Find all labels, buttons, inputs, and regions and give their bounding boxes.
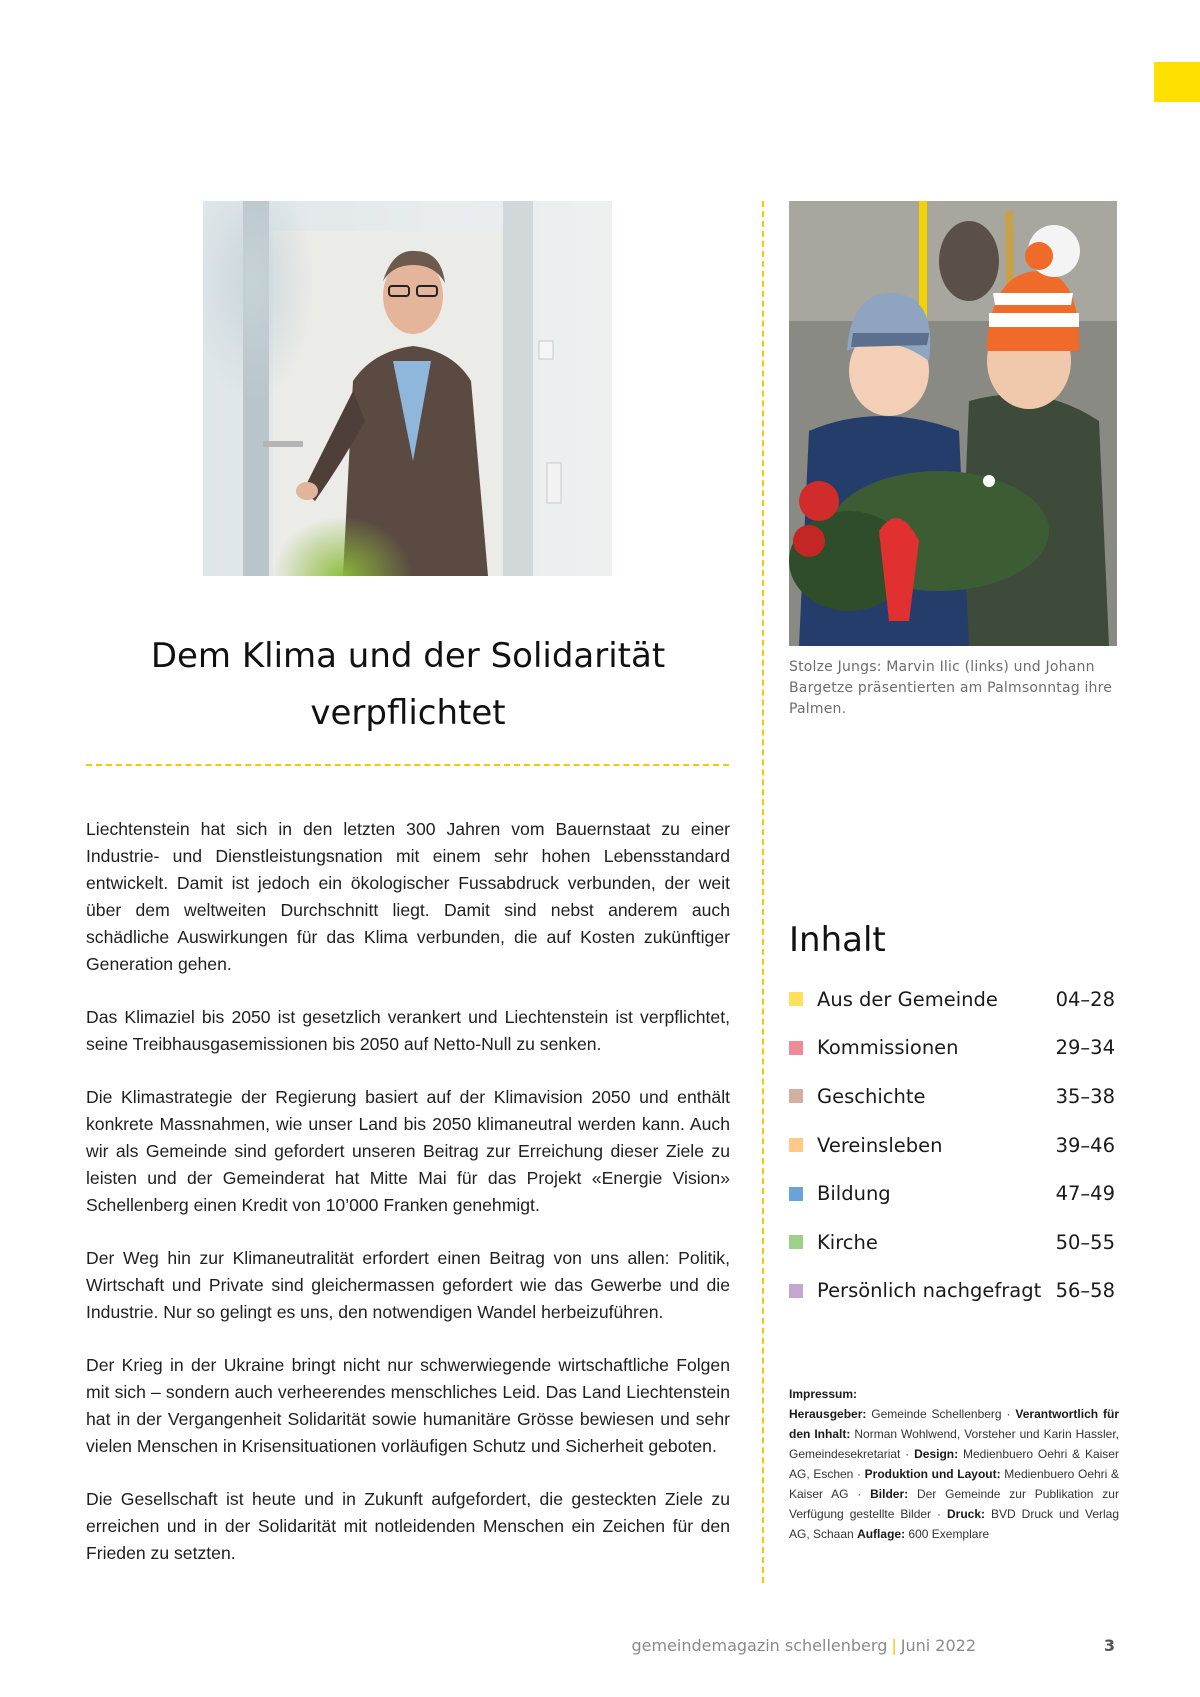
toc-item-vereinsleben[interactable]	[789, 1121, 1115, 1170]
corner-color-tab	[1154, 62, 1200, 102]
article-paragraph: Das Klimaziel bis 2050 ist gesetzlich verankert und Liechtenstein ist verpflichtet, seine Treibhausgasemissionen bis 2050 auf Netto-Null zu senken.	[86, 1007, 730, 1054]
toc-list	[789, 975, 1115, 1315]
impressum-separator: ·	[857, 1487, 862, 1501]
impressum-separator: ·	[1006, 1407, 1011, 1421]
headline-line-2: verpflichtet	[310, 693, 506, 733]
toc-color-swatch	[789, 1138, 803, 1152]
toc-item-kommissionen[interactable]	[789, 1024, 1115, 1073]
toc-color-swatch	[789, 1187, 803, 1201]
impressum-value: Medienbuero Oehri & Kaiser AG	[789, 1467, 1119, 1501]
toc-item-persoenlich-nachgefragt[interactable]	[789, 1267, 1115, 1316]
toc-item-pages: 29–34	[1055, 1036, 1115, 1060]
impressum-label: Verantwortlich für den Inhalt:	[789, 1407, 1119, 1441]
toc-title: Inhalt	[789, 920, 886, 960]
article-paragraph: Liechtenstein hat sich in den letzten 300 Jahren vom Bauernstaat zu einer Industrie- und Dienstleistungsnation mit einem sehr hohen Lebensstandard entwickelt. Damit ist jedoch ein ökologischer Fussabdruck verbunden, der weit über dem weltweiten Durchschnitt liegt. Damit sind nebst anderem auch schädliche Auswirkungen für das Klima verbunden, die auf Kosten zukünftiger Generation gehen.	[86, 819, 730, 974]
toc-item-pages: 50–55	[1055, 1230, 1115, 1254]
article-paragraph: Die Gesellschaft ist heute und in Zukunft aufgefordert, die gesteckten Ziele zu erreichen und in der Solidarität mit notleidenden Menschen ein Zeichen für den Frieden zu setzten.	[86, 1489, 730, 1563]
toc-item-pages: 35–38	[1055, 1084, 1115, 1108]
mayor-portrait-photo	[203, 201, 612, 576]
footer-magazine-name: gemeindemagazin schellenberg	[631, 1636, 888, 1655]
impressum-value: Der Gemeinde zur Publikation zur Verfügung gestellte Bilder	[789, 1487, 1119, 1521]
toc-item-geschichte[interactable]	[789, 1072, 1115, 1121]
toc-item-kirche[interactable]	[789, 1218, 1115, 1267]
toc-item-pages: 04–28	[1055, 987, 1115, 1011]
toc-item-label: Persönlich nachgefragt	[817, 1279, 1042, 1303]
impressum-value: Norman Wohlwend, Vorsteher und Karin Hassler, Gemeindesekretariat	[789, 1427, 1119, 1461]
impressum-label: Produktion und Layout:	[864, 1467, 1001, 1481]
impressum-value: Medienbuero Oehri & Kaiser AG, Eschen	[789, 1447, 1119, 1481]
article-body	[86, 816, 730, 1593]
photo-caption: Stolze Jungs: Marvin Ilic (links) und Johann Bargetze präsentierten am Palmsonntag ihre Palmen.	[789, 659, 1113, 717]
toc-item-pages: 39–46	[1055, 1133, 1115, 1157]
kids-palm-sunday-photo	[789, 201, 1117, 646]
impressum-value: BVD Druck und Verlag AG, Schaan	[789, 1507, 1119, 1541]
toc-item-bildung[interactable]	[789, 1169, 1115, 1218]
toc-item-label: Aus der Gemeinde	[817, 987, 998, 1011]
headline-line-1: Dem Klima und der Solidarität	[150, 636, 666, 676]
page-number: 3	[1103, 1636, 1115, 1655]
toc-color-swatch	[789, 1235, 803, 1249]
toc-item-label: Kommissionen	[817, 1036, 959, 1060]
toc-item-aus-der-gemeinde[interactable]	[789, 975, 1115, 1024]
toc-item-pages: 56–58	[1055, 1279, 1115, 1303]
headline-divider	[86, 764, 729, 766]
impressum-label: Auflage:	[857, 1527, 906, 1541]
footer-magazine-issue	[631, 1636, 976, 1655]
toc-color-swatch	[789, 1089, 803, 1103]
toc-color-swatch	[789, 992, 803, 1006]
toc-color-swatch	[789, 1041, 803, 1055]
toc-item-label: Kirche	[817, 1230, 878, 1254]
impressum-label: Bilder:	[870, 1487, 909, 1501]
column-divider	[762, 201, 764, 1583]
toc-color-swatch	[789, 1284, 803, 1298]
impressum-value: 600 Exemplare	[908, 1527, 990, 1541]
impressum	[789, 1384, 1119, 1544]
page-footer	[560, 1636, 1115, 1660]
article-headline	[86, 628, 730, 742]
toc-item-pages: 47–49	[1055, 1182, 1115, 1206]
toc-item-label: Vereinsleben	[817, 1133, 943, 1157]
impressum-value: Gemeinde Schellenberg	[871, 1407, 1002, 1421]
toc-item-label: Bildung	[817, 1182, 891, 1206]
impressum-label: Design:	[914, 1447, 959, 1461]
impressum-label: Druck:	[947, 1507, 986, 1521]
impressum-separator: ·	[937, 1507, 942, 1521]
impressum-separator: ·	[857, 1467, 862, 1481]
impressum-title: Impressum:	[789, 1387, 858, 1401]
footer-issue: Juni 2022	[900, 1636, 976, 1655]
impressum-label: Herausgeber:	[789, 1407, 867, 1421]
article-paragraph: Die Klimastrategie der Regierung basiert auf der Klimavision 2050 und enthält konkrete Massnahmen, wie unser Land bis 2050 klimaneutral werden kann. Auch wir als Gemeinde sind gefordert unseren Beitrag zur Erreichung dieser Ziele zu leisten und der Gemeinderat hat Mitte Mai für das Projekt «Energie Vision» Schellenberg einen Kredit von 10’000 Franken genehmigt.	[86, 1087, 730, 1215]
table-of-contents	[789, 915, 1115, 1315]
impressum-separator: ·	[905, 1447, 910, 1461]
article-paragraph: Der Weg hin zur Klimaneutralität erfordert einen Beitrag von uns allen: Politik, Wirtschaft und Private sind gleichermassen gefordert wie das Gewerbe und die Industrie. Nur so gelingt es uns, den notwendigen Wandel herbeizuführen.	[86, 1248, 730, 1322]
article-paragraph: Der Krieg in der Ukraine bringt nicht nur schwerwiegende wirtschaftliche Folgen mit sich – sondern auch verheerendes menschliches Leid. Das Land Liechtenstein hat in der Vergangenheit Solidarität sowie humanitäre Grösse bewiesen und sehr vielen Menschen in Krisensituationen vorläufigen Schutz und Sicherheit geboten.	[86, 1355, 730, 1456]
toc-item-label: Geschichte	[817, 1084, 926, 1108]
footer-separator: |	[891, 1636, 897, 1655]
